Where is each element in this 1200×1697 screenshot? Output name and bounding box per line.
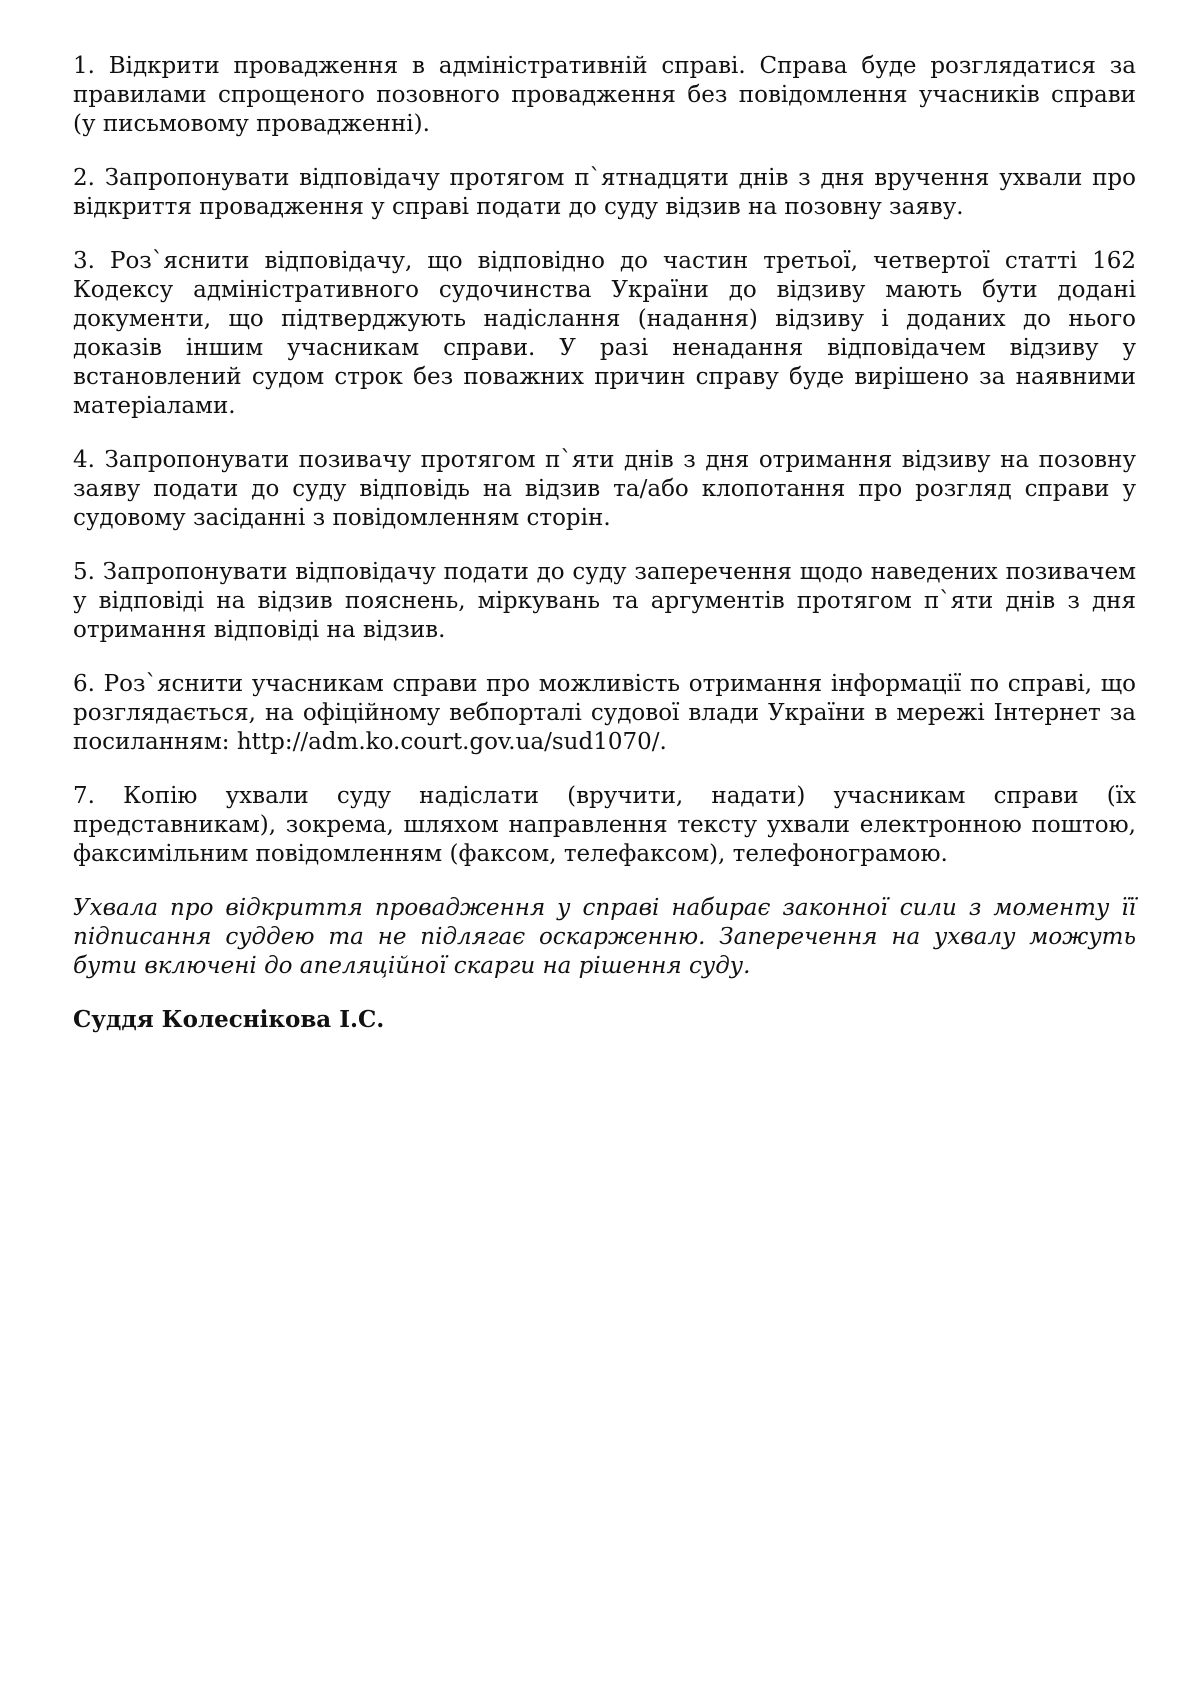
paragraph-2: 2. Запропонувати відповідачу протягом п`ятнадцяти днів з дня вручення ухвали про відкриття провадження у справі подати до суду відзив на позовну заяву. bbox=[73, 165, 1136, 220]
paragraph-6: 6. Роз`яснити учасникам справи про можливість отримання інформації по справі, що розглядається, на офіційному вебпорталі судової влади України в мережі Інтернет за посиланням: http://adm.ko.court.gov.ua/sud1070/. bbox=[73, 671, 1136, 755]
judge-signature: Суддя Колеснікова І.С. bbox=[73, 1006, 385, 1033]
paragraph-5: 5. Запропонувати відповідачу подати до суду заперечення щодо наведених позивачем у відповіді на відзив пояснень, міркувань та аргументів протягом п`яти днів з дня отримання відповіді на відзив. bbox=[73, 559, 1136, 643]
paragraph-1: 1. Відкрити провадження в адміністративній справі. Справа буде розглядатися за правилами спрощеного позовного провадження без повідомлення учасників справи (у письмовому провадженні). bbox=[73, 53, 1136, 137]
paragraph-7: 7. Копію ухвали суду надіслати (вручити, надати) учасникам справи (їх представникам), зокрема, шляхом направлення тексту ухвали електронною поштою, факсимільним повідомленням (факсом, телефаксом), телефонограмою. bbox=[73, 783, 1136, 867]
document-page bbox=[73, 52, 1136, 1034]
final-note: Ухвала про відкриття провадження у справі набирає законної сили з моменту її підписання суддею та не підлягає оскарженню. Заперечення на ухвалу можуть бути включені до апеляційної скарги на рішення суду. bbox=[73, 895, 1136, 979]
paragraph-3: 3. Роз`яснити відповідачу, що відповідно до частин третьої, четвертої статті 162 Кодексу адміністративного судочинства України до відзиву мають бути додані документи, що підтверджують надіслання (надання) відзиву і доданих до нього доказів іншим учасникам справи. У разі ненадання відповідачем відзиву у встановлений судом строк без поважних причин справу буде вирішено за наявними матеріалами. bbox=[73, 248, 1136, 419]
paragraph-4: 4. Запропонувати позивачу протягом п`яти днів з дня отримання відзиву на позовну заяву подати до суду відповідь на відзив та/або клопотання про розгляд справи у судовому засіданні з повідомленням сторін. bbox=[73, 447, 1136, 531]
